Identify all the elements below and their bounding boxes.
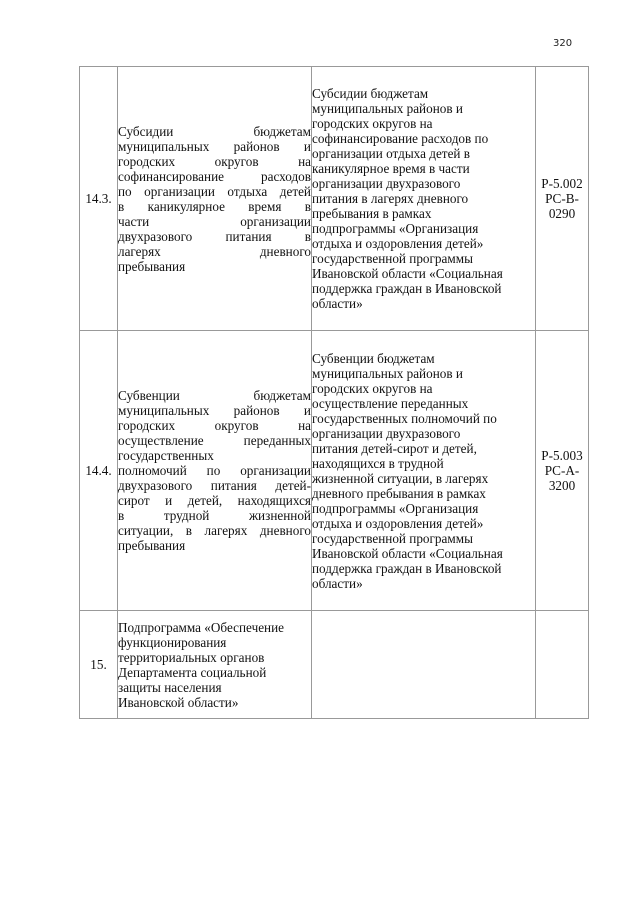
row-full-name-line: каникулярное время в части — [312, 161, 470, 176]
row-short-name-line: государственных — [118, 448, 214, 463]
row-short-name-line: территориальных органов — [118, 649, 265, 665]
row-code — [536, 331, 589, 611]
row-short-name-line: пребывания — [118, 538, 186, 553]
row-short-name-line: муниципальных районов и — [118, 138, 311, 154]
row-short-name-line: в каникулярное время в — [118, 198, 311, 214]
row-code — [536, 67, 589, 331]
row-number: 14.3. — [80, 67, 118, 331]
row-code-line: Р-5.002 — [541, 176, 583, 191]
row-short-name-line: защиты населения — [118, 679, 222, 695]
row-full-name-line: подпрограммы «Организация — [312, 221, 479, 236]
row-full-name-line: муниципальных районов и — [312, 365, 463, 381]
row-short-name — [118, 331, 312, 611]
row-short-name-line: осуществление переданных — [118, 433, 311, 448]
row-full-name-empty — [312, 611, 536, 719]
row-full-name-line: области» — [312, 296, 363, 311]
row-number: 15. — [80, 611, 118, 719]
row-short-name-line: по организации отдыха детей — [118, 183, 311, 199]
row-short-name-line: городских округов на — [118, 418, 311, 433]
row-full-name-line: отдыха и оздоровления детей» — [312, 515, 484, 531]
row-full-name-line: осуществление переданных — [312, 395, 469, 411]
row-short-name — [118, 67, 312, 331]
row-full-name-line: Субсидии бюджетам — [312, 86, 429, 101]
table-row — [80, 331, 589, 611]
page-number: 320 — [553, 38, 573, 49]
row-code-line: Р-5.003 — [541, 448, 583, 463]
row-full-name-line: софинансирование расходов по — [312, 131, 489, 146]
row-short-name-line: Подпрограмма «Обеспечение — [118, 619, 285, 635]
row-full-name-line: государственной программы — [312, 251, 473, 266]
row-code-empty — [536, 611, 589, 719]
row-full-name-line: организации отдыха детей в — [312, 146, 471, 161]
table-row — [80, 67, 589, 331]
row-short-name-line: Субсидии бюджетам — [118, 123, 311, 139]
row-full-name — [312, 331, 536, 611]
row-code-line: РС-А- — [544, 463, 580, 478]
row-short-name-line: сирот и детей, находящихся — [118, 493, 311, 508]
row-full-name-line: жизненной ситуации, в лагерях — [312, 470, 489, 486]
row-code-line: РС-В- — [545, 191, 579, 206]
row-full-name — [312, 67, 536, 331]
row-code-line: 0290 — [548, 206, 576, 221]
row-full-name-line: поддержка граждан в Ивановской — [312, 560, 502, 576]
row-full-name-line: пребывания в рамках — [312, 206, 432, 221]
row-short-name-line: Субвенции бюджетам — [118, 388, 311, 403]
row-full-name-line: организации двухразового — [312, 425, 461, 441]
row-short-name-line: Департамента социальной — [118, 664, 267, 680]
budget-classification-table — [79, 66, 589, 719]
row-number: 14.4. — [80, 331, 118, 611]
row-short-name-line: городских округов на — [118, 153, 311, 169]
row-short-name — [118, 611, 312, 719]
row-full-name-line: поддержка граждан в Ивановской — [312, 281, 502, 296]
row-short-name-line: ситуации, в лагерях дневного — [118, 523, 311, 538]
row-full-name-line: государственных полномочий по — [312, 410, 497, 426]
row-full-name-line: области» — [312, 575, 363, 591]
row-full-name-line: подпрограммы «Организация — [312, 500, 479, 516]
row-full-name-line: городских округов на — [312, 380, 433, 396]
row-full-name-line: отдыха и оздоровления детей» — [312, 236, 484, 251]
row-short-name-line: в трудной жизненной — [118, 508, 311, 523]
row-full-name-line: питания детей-сирот и детей, — [312, 440, 477, 456]
row-short-name-line: двухразового питания в — [118, 228, 311, 244]
row-full-name-line: муниципальных районов и — [312, 101, 463, 116]
row-short-name-line: части организации — [118, 213, 311, 229]
row-full-name-line: дневного пребывания в рамках — [312, 485, 486, 501]
row-short-name-line: двухразового питания детей- — [118, 478, 311, 493]
row-code-line: 3200 — [548, 478, 576, 493]
row-full-name-line: городских округов на — [312, 116, 433, 131]
row-full-name-line: Ивановской области «Социальная — [312, 266, 503, 281]
row-short-name-line: полномочий по организации — [118, 463, 311, 478]
row-full-name-line: государственной программы — [312, 530, 473, 546]
row-short-name-line: Ивановской области» — [118, 694, 239, 710]
row-full-name-line: питания в лагерях дневного — [312, 191, 469, 206]
row-short-name-line: софинансирование расходов — [118, 168, 311, 184]
row-full-name-line: Ивановской области «Социальная — [312, 545, 503, 561]
row-full-name-line: Субвенции бюджетам — [312, 350, 435, 366]
row-full-name-line: находящихся в трудной — [312, 455, 444, 471]
row-short-name-line: функционирования — [118, 634, 227, 650]
row-short-name-line: муниципальных районов и — [118, 403, 311, 418]
row-short-name-line: лагерях дневного — [118, 243, 311, 259]
row-full-name-line: организации двухразового — [312, 176, 461, 191]
table-row — [80, 611, 589, 719]
row-short-name-line: пребывания — [118, 258, 186, 274]
